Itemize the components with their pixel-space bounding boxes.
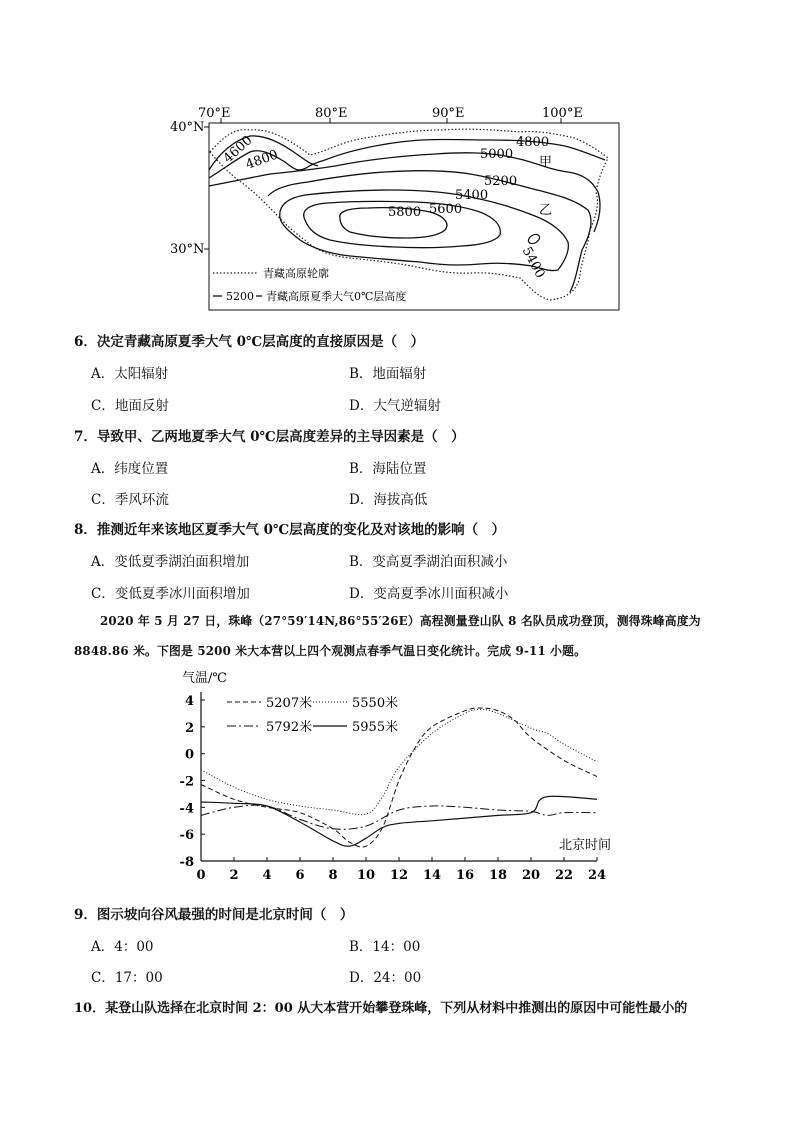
lon-label-90: 90°E — [432, 106, 465, 121]
x-tick-label: 8 — [328, 868, 338, 883]
contour-label-4600: 4600 — [220, 133, 256, 167]
series-line-5207 — [201, 708, 597, 847]
x-tick-label: 4 — [262, 868, 272, 883]
series-line-5955 — [201, 796, 597, 846]
q10-stem: 10．某登山队选择在北京时间 2：00 从大本营开始攀登珠峰，下列从材料中推测出的原因中可能性最小的 — [74, 1001, 688, 1016]
legend-outline-label: 青藏高原轮廓 — [263, 267, 329, 280]
y-tick-label: -6 — [179, 828, 194, 844]
x-tick-label: 6 — [295, 868, 305, 883]
legend-5207-label: 5207米 — [266, 696, 313, 711]
tibet-map — [150, 100, 630, 315]
q6-option-b[interactable]: B．地面辐射 — [349, 366, 427, 382]
x-tick-label: 12 — [389, 868, 409, 883]
q6-option-a[interactable]: A．太阳辐射 — [91, 366, 169, 382]
lat-label-40: 40°N — [170, 120, 205, 135]
q6-option-d[interactable]: D．大气逆辐射 — [349, 398, 441, 414]
y-tick-label: 2 — [184, 720, 194, 736]
contour-label-5200: 5200 — [484, 174, 518, 189]
x-tick-label: 14 — [422, 868, 442, 883]
q6-option-c[interactable]: C．地面反射 — [91, 398, 169, 414]
q7-option-c[interactable]: C．季风环流 — [91, 492, 169, 508]
q9-option-c[interactable]: C．17：00 — [91, 970, 163, 986]
q7-option-b[interactable]: B．海陆位置 — [349, 461, 427, 477]
y-tick-label: 0 — [184, 747, 194, 763]
q8-option-b[interactable]: B．变高夏季湖泊面积减小 — [349, 554, 508, 570]
legend-5955-label: 5955米 — [352, 720, 399, 735]
q7-option-d[interactable]: D．海拔高低 — [349, 492, 428, 508]
lon-label-70: 70°E — [198, 106, 231, 121]
x-tick-label: 20 — [521, 868, 541, 883]
x-tick-label: 0 — [196, 868, 206, 883]
lat-label-30: 30°N — [170, 242, 205, 257]
q7-option-a[interactable]: A．纬度位置 — [91, 461, 169, 477]
q8-stem: 8．推测近年来该地区夏季大气 0℃层高度的变化及对该地的影响（ ） — [74, 522, 506, 538]
contour-label-4800-west: 4800 — [243, 147, 281, 173]
q8-option-d[interactable]: D．变高夏季冰川面积减小 — [349, 586, 509, 602]
q9-option-d[interactable]: D．24：00 — [349, 970, 422, 986]
x-tick-label: 16 — [455, 868, 475, 883]
q9-stem: 9．图示坡向谷风最强的时间是北京时间（ ） — [74, 907, 354, 923]
q8-option-a[interactable]: A．变低夏季湖泊面积增加 — [91, 554, 250, 570]
x-tick-label: 22 — [554, 868, 574, 883]
y-tick-label: -8 — [179, 855, 194, 870]
chart-xlabel: 北京时间 — [559, 838, 612, 853]
series-line-5792 — [201, 805, 597, 829]
y-tick-label: -2 — [179, 774, 194, 790]
contour-label-5800: 5800 — [388, 205, 422, 220]
legend-contour-label: 青藏高原夏季大气0℃层高度 — [266, 290, 407, 303]
contour-label-5000: 5000 — [480, 147, 514, 162]
temperature-chart — [170, 662, 620, 897]
passage-line-1: 2020 年 5 月 27 日，珠峰（27°59′14N,86°55′26E）高程测量登山队 8 名队员成功登顶，测得珠峰高度为 — [100, 614, 701, 628]
contour-label-5400: 5400 — [455, 188, 489, 203]
legend-5792-label: 5792米 — [266, 720, 313, 735]
legend-contour-value: 5200 — [226, 290, 254, 303]
lon-label-100: 100°E — [542, 106, 583, 121]
q9-option-a[interactable]: A．4：00 — [91, 939, 154, 955]
x-tick-label: 18 — [488, 868, 508, 883]
x-tick-label: 24 — [587, 868, 607, 883]
contour-small-loop — [527, 233, 541, 246]
x-tick-label: 2 — [229, 868, 239, 883]
q9-option-b[interactable]: B．14：00 — [349, 939, 421, 955]
contour-label-5600: 5600 — [429, 202, 463, 217]
q7-stem: 7．导致甲、乙两地夏季大气 0℃层高度差异的主导因素是（ ） — [74, 429, 465, 445]
lon-label-80: 80°E — [315, 106, 348, 121]
legend-5550-label: 5550米 — [352, 696, 399, 711]
contour-label-5400-east: 5400 — [518, 244, 548, 281]
q8-option-c[interactable]: C．变低夏季冰川面积增加 — [91, 586, 250, 602]
contour-label-4800-east: 4800 — [516, 135, 550, 150]
q6-stem: 6．决定青藏高原夏季大气 0℃层高度的直接原因是（ ） — [74, 334, 425, 350]
passage-line-2: 8848.86 米。下图是 5200 米大本营以上四个观测点春季气温日变化统计。完成 9-11 小题。 — [74, 644, 587, 658]
place-label-jia: 甲 — [539, 155, 553, 170]
chart-ylabel: 气温/℃ — [182, 671, 227, 686]
y-tick-label: -4 — [179, 801, 194, 817]
series-line-5550 — [201, 709, 597, 814]
y-tick-label: 4 — [184, 694, 194, 709]
contour-4800-east — [325, 140, 605, 161]
place-label-yi: 乙 — [539, 203, 553, 218]
x-tick-label: 10 — [356, 868, 376, 883]
